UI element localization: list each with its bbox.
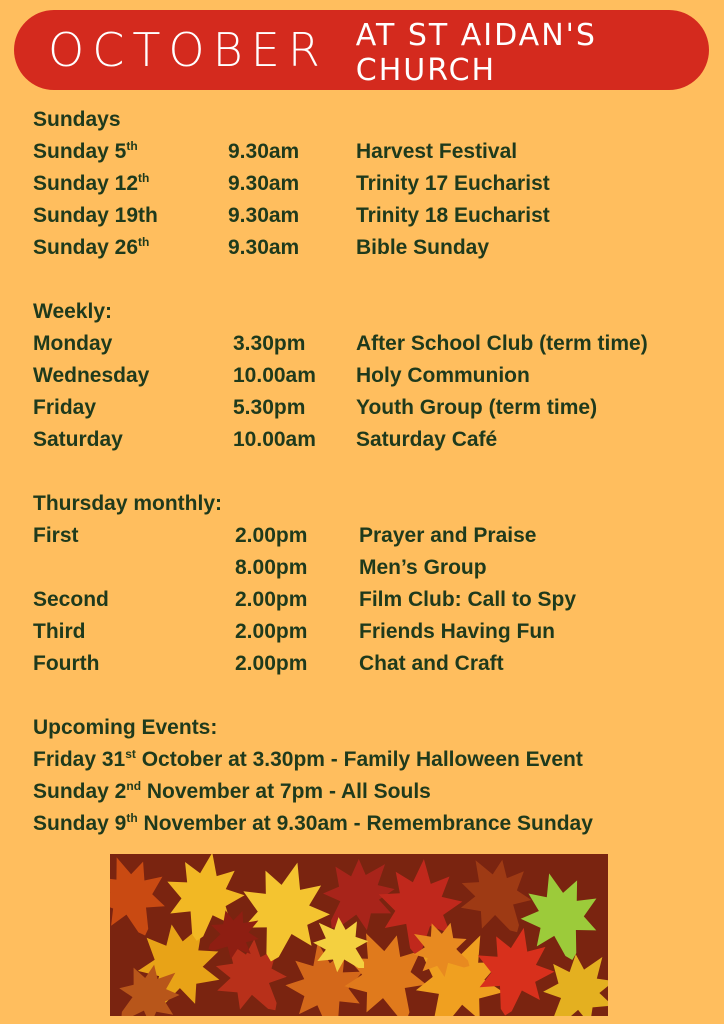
day-label: Monday: [33, 332, 113, 355]
thursday-row: [33, 584, 713, 616]
time-label: 10.00am: [233, 364, 316, 387]
weekly-title: Weekly:: [33, 300, 112, 323]
time-label: 3.30pm: [233, 332, 306, 355]
autumn-leaves-image: [110, 854, 608, 1016]
day-label: Third: [33, 620, 86, 643]
upcoming-list: [33, 744, 713, 840]
sundays-title: Sundays: [33, 108, 121, 131]
time-label: 9.30am: [228, 172, 300, 195]
time-label: 9.30am: [228, 236, 300, 259]
weekly-row: [33, 424, 713, 456]
sundays-list: [33, 136, 713, 264]
day-label: First: [33, 524, 79, 547]
event-label: Trinity 17 Eucharist: [356, 172, 550, 195]
day-label: Sunday 19th: [33, 204, 158, 227]
sundays-row: [33, 136, 713, 168]
ordinal-suffix: nd: [126, 779, 142, 793]
thursday-list: [33, 520, 713, 680]
upcoming-event: Sunday 2nd November at 7pm - All Souls: [33, 779, 431, 803]
day-label: Sunday 5th: [33, 139, 138, 163]
thursday-row: [33, 520, 713, 552]
sundays-row: [33, 232, 713, 264]
day-label: Wednesday: [33, 364, 150, 387]
ordinal-suffix: st: [125, 747, 136, 761]
schedule: [33, 104, 713, 840]
ordinal-suffix: th: [138, 235, 150, 249]
weekly-list: [33, 328, 713, 456]
upcoming-title: Upcoming Events:: [33, 716, 218, 739]
thursday-title: Thursday monthly:: [33, 492, 223, 515]
thursday-row: [33, 552, 713, 584]
weekly-row: [33, 328, 713, 360]
event-label: Chat and Craft: [359, 652, 504, 675]
event-label: Holy Communion: [356, 364, 530, 387]
event-label: Film Club: Call to Spy: [359, 588, 577, 611]
thursday-row: [33, 616, 713, 648]
day-label: Friday: [33, 396, 97, 419]
event-label: After School Club (term time): [356, 332, 648, 355]
day-label: Saturday: [33, 428, 123, 451]
time-label: 2.00pm: [235, 524, 308, 547]
weekly-row: [33, 360, 713, 392]
event-label: Harvest Festival: [356, 140, 518, 163]
event-label: Prayer and Praise: [359, 524, 537, 547]
event-label: Men’s Group: [359, 556, 487, 579]
time-label: 9.30am: [228, 204, 300, 227]
event-label: Saturday Café: [356, 428, 498, 451]
month-title: OCTOBER: [48, 23, 328, 77]
sundays-row: [33, 200, 713, 232]
church-name: AT ST AIDAN'S CHURCH: [355, 18, 597, 88]
title-banner: [14, 10, 709, 90]
time-label: 2.00pm: [235, 620, 308, 643]
day-label: Fourth: [33, 652, 100, 675]
ordinal-suffix: th: [138, 171, 150, 185]
day-label: Sunday 12th: [33, 171, 150, 195]
upcoming-event: Sunday 9th November at 9.30am - Remembrance Sunday: [33, 811, 593, 835]
time-label: 8.00pm: [235, 556, 308, 579]
event-label: Bible Sunday: [356, 236, 490, 259]
day-label: Second: [33, 588, 109, 611]
upcoming-event: Friday 31st October at 3.30pm - Family Halloween Event: [33, 747, 583, 771]
ordinal-suffix: th: [126, 139, 138, 153]
event-label: Youth Group (term time): [356, 396, 598, 419]
time-label: 5.30pm: [233, 396, 306, 419]
event-label: Trinity 18 Eucharist: [356, 204, 550, 227]
time-label: 10.00am: [233, 428, 316, 451]
time-label: 2.00pm: [235, 588, 308, 611]
ordinal-suffix: th: [126, 811, 138, 825]
event-label: Friends Having Fun: [359, 620, 556, 643]
time-label: 9.30am: [228, 140, 300, 163]
weekly-row: [33, 392, 713, 424]
sundays-row: [33, 168, 713, 200]
day-label: Sunday 26th: [33, 235, 150, 259]
time-label: 2.00pm: [235, 652, 308, 675]
thursday-row: [33, 648, 713, 680]
